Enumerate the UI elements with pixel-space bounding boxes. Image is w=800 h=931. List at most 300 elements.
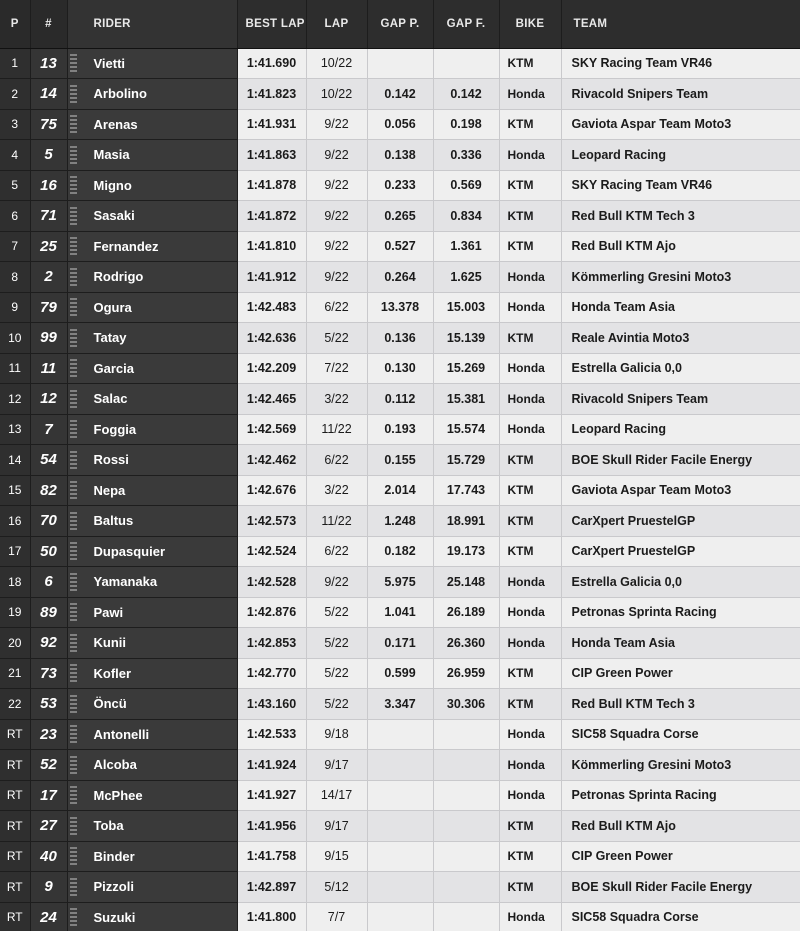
cell-gap-previous: 0.138 — [367, 140, 433, 171]
rider-name-label: Vietti — [93, 55, 126, 71]
cell-best-lap: 1:42.770 — [237, 658, 306, 689]
cell-gap-previous: 0.193 — [367, 414, 433, 445]
table-row[interactable] — [0, 231, 800, 262]
cell-gap-first — [433, 841, 499, 872]
cell-lap: 5/22 — [306, 689, 367, 720]
cell-gap-previous: 1.041 — [367, 597, 433, 628]
column-header-lap[interactable]: LAP — [306, 0, 367, 48]
cell-best-lap: 1:42.483 — [237, 292, 306, 323]
cell-number: 25 — [30, 231, 67, 262]
cell-gap-first: 25.148 — [433, 567, 499, 598]
cell-position: RT — [0, 780, 30, 811]
cell-lap: 9/22 — [306, 170, 367, 201]
cell-best-lap: 1:42.209 — [237, 353, 306, 384]
table-row[interactable] — [0, 780, 800, 811]
cell-bike: Honda — [499, 140, 561, 171]
cell-gap-previous: 0.112 — [367, 384, 433, 415]
cell-gap-first: 15.574 — [433, 414, 499, 445]
cell-number: 99 — [30, 323, 67, 354]
cell-position: 5 — [0, 170, 30, 201]
cell-best-lap: 1:41.863 — [237, 140, 306, 171]
table-row[interactable] — [0, 414, 800, 445]
cell-bike: KTM — [499, 872, 561, 903]
rider-name-label: Nepa — [93, 482, 126, 498]
drag-handle-icon[interactable] — [70, 664, 77, 682]
cell-best-lap: 1:42.876 — [237, 597, 306, 628]
cell-team: Red Bull KTM Tech 3 — [561, 201, 800, 232]
cell-position: RT — [0, 719, 30, 750]
cell-team: Red Bull KTM Tech 3 — [561, 689, 800, 720]
table-row[interactable] — [0, 170, 800, 201]
table-row[interactable] — [0, 262, 800, 293]
cell-bike: KTM — [499, 201, 561, 232]
cell-position: 20 — [0, 628, 30, 659]
cell-team: Gaviota Aspar Team Moto3 — [561, 475, 800, 506]
cell-number: 73 — [30, 658, 67, 689]
cell-number: 13 — [30, 48, 67, 79]
cell-best-lap: 1:42.569 — [237, 414, 306, 445]
cell-position: 22 — [0, 689, 30, 720]
cell-number: 92 — [30, 628, 67, 659]
table-row[interactable] — [0, 475, 800, 506]
table-row[interactable] — [0, 506, 800, 537]
cell-rider — [67, 872, 237, 903]
drag-handle-icon[interactable] — [70, 268, 77, 286]
cell-team: SIC58 Squadra Corse — [561, 902, 800, 931]
cell-gap-previous: 3.347 — [367, 689, 433, 720]
cell-team: SKY Racing Team VR46 — [561, 170, 800, 201]
cell-number: 12 — [30, 384, 67, 415]
cell-best-lap: 1:41.823 — [237, 79, 306, 110]
column-header-best-lap[interactable]: BEST LAP — [237, 0, 306, 48]
cell-position: 13 — [0, 414, 30, 445]
cell-number: 9 — [30, 872, 67, 903]
table-row[interactable] — [0, 567, 800, 598]
cell-gap-previous — [367, 750, 433, 781]
column-header-rider[interactable]: RIDER — [67, 0, 237, 48]
table-row[interactable] — [0, 628, 800, 659]
cell-gap-first: 15.269 — [433, 353, 499, 384]
cell-gap-first: 15.381 — [433, 384, 499, 415]
cell-best-lap: 1:41.912 — [237, 262, 306, 293]
cell-best-lap: 1:41.872 — [237, 201, 306, 232]
rider-name-label: Sasaki — [93, 208, 135, 224]
cell-best-lap: 1:41.878 — [237, 170, 306, 201]
cell-rider — [67, 780, 237, 811]
cell-bike: KTM — [499, 48, 561, 79]
rider-name-label: McPhee — [93, 787, 143, 803]
rider-name-label: Migno — [93, 177, 132, 193]
cell-rider — [67, 475, 237, 506]
rider-name-label: Baltus — [93, 513, 134, 529]
cell-team: CarXpert PruestelGP — [561, 506, 800, 537]
table-row[interactable] — [0, 109, 800, 140]
drag-handle-icon[interactable] — [70, 420, 77, 438]
table-body — [0, 48, 800, 931]
cell-gap-previous — [367, 841, 433, 872]
cell-number: 2 — [30, 262, 67, 293]
cell-bike: Honda — [499, 628, 561, 659]
cell-number: 23 — [30, 719, 67, 750]
cell-number: 75 — [30, 109, 67, 140]
cell-position: 11 — [0, 353, 30, 384]
cell-bike: KTM — [499, 109, 561, 140]
cell-team: Estrella Galicia 0,0 — [561, 353, 800, 384]
cell-position: 19 — [0, 597, 30, 628]
cell-team: Estrella Galicia 0,0 — [561, 567, 800, 598]
cell-rider — [67, 262, 237, 293]
cell-lap: 9/22 — [306, 231, 367, 262]
cell-position: RT — [0, 841, 30, 872]
cell-bike: KTM — [499, 658, 561, 689]
cell-rider — [67, 384, 237, 415]
cell-number: 70 — [30, 506, 67, 537]
cell-position: RT — [0, 902, 30, 931]
cell-rider — [67, 536, 237, 567]
cell-rider — [67, 506, 237, 537]
cell-position: 2 — [0, 79, 30, 110]
cell-gap-first: 15.729 — [433, 445, 499, 476]
rider-name-label: Ogura — [93, 299, 132, 315]
cell-position: 10 — [0, 323, 30, 354]
cell-rider — [67, 445, 237, 476]
cell-bike: Honda — [499, 902, 561, 931]
table-row[interactable] — [0, 719, 800, 750]
cell-rider — [67, 841, 237, 872]
column-header-gap-first[interactable] — [433, 0, 499, 48]
cell-lap: 6/22 — [306, 536, 367, 567]
cell-team: BOE Skull Rider Facile Energy — [561, 445, 800, 476]
table-row[interactable] — [0, 445, 800, 476]
cell-lap: 14/17 — [306, 780, 367, 811]
cell-lap: 3/22 — [306, 475, 367, 506]
cell-team: Honda Team Asia — [561, 628, 800, 659]
cell-gap-first: 26.360 — [433, 628, 499, 659]
cell-position: 18 — [0, 567, 30, 598]
cell-rider — [67, 48, 237, 79]
cell-lap: 10/22 — [306, 79, 367, 110]
drag-handle-icon[interactable] — [70, 451, 77, 469]
cell-lap: 9/22 — [306, 201, 367, 232]
cell-rider — [67, 597, 237, 628]
cell-bike: Honda — [499, 750, 561, 781]
column-header-gap-previous[interactable]: GAP P. — [367, 0, 433, 48]
cell-lap: 5/22 — [306, 658, 367, 689]
cell-gap-first — [433, 872, 499, 903]
cell-lap: 9/18 — [306, 719, 367, 750]
drag-handle-icon[interactable] — [70, 298, 77, 316]
table-row[interactable] — [0, 536, 800, 567]
cell-gap-previous — [367, 902, 433, 931]
table-row[interactable] — [0, 841, 800, 872]
table-row[interactable] — [0, 140, 800, 171]
rider-name-label: Antonelli — [93, 726, 150, 742]
cell-team: CIP Green Power — [561, 841, 800, 872]
cell-number: 82 — [30, 475, 67, 506]
drag-handle-icon[interactable] — [70, 237, 77, 255]
cell-lap: 7/22 — [306, 353, 367, 384]
rider-name-label: Tatay — [93, 330, 127, 346]
rider-name-label: Öncü — [93, 696, 127, 712]
column-header-gap-first-label: GAP F. — [446, 17, 486, 30]
cell-lap: 11/22 — [306, 506, 367, 537]
cell-gap-previous — [367, 780, 433, 811]
drag-handle-icon[interactable] — [70, 725, 77, 743]
cell-number: 7 — [30, 414, 67, 445]
cell-best-lap: 1:41.800 — [237, 902, 306, 931]
cell-bike: KTM — [499, 445, 561, 476]
column-header-position[interactable]: P — [0, 0, 30, 48]
cell-best-lap: 1:41.927 — [237, 780, 306, 811]
cell-gap-first: 1.361 — [433, 231, 499, 262]
cell-number: 11 — [30, 353, 67, 384]
drag-handle-icon[interactable] — [70, 908, 77, 926]
cell-best-lap: 1:42.573 — [237, 506, 306, 537]
cell-team: BOE Skull Rider Facile Energy — [561, 872, 800, 903]
rider-name-label: Suzuki — [93, 909, 136, 925]
drag-handle-icon[interactable] — [70, 329, 77, 347]
cell-rider — [67, 353, 237, 384]
cell-best-lap: 1:41.924 — [237, 750, 306, 781]
cell-number: 5 — [30, 140, 67, 171]
cell-gap-first — [433, 719, 499, 750]
cell-gap-first — [433, 750, 499, 781]
cell-bike: KTM — [499, 170, 561, 201]
cell-position: 8 — [0, 262, 30, 293]
column-header-team[interactable]: TEAM — [561, 0, 800, 48]
table-row[interactable] — [0, 79, 800, 110]
cell-best-lap: 1:41.956 — [237, 811, 306, 842]
drag-handle-icon[interactable] — [70, 359, 77, 377]
drag-handle-icon[interactable] — [70, 878, 77, 896]
cell-position: 4 — [0, 140, 30, 171]
cell-best-lap: 1:42.524 — [237, 536, 306, 567]
cell-best-lap: 1:42.853 — [237, 628, 306, 659]
cell-position: 21 — [0, 658, 30, 689]
table-row[interactable] — [0, 811, 800, 842]
column-header-number[interactable]: # — [30, 0, 67, 48]
cell-gap-previous — [367, 811, 433, 842]
drag-handle-icon[interactable] — [70, 146, 77, 164]
cell-best-lap: 1:41.931 — [237, 109, 306, 140]
rider-name-label: Arbolino — [93, 86, 147, 102]
cell-gap-previous: 0.265 — [367, 201, 433, 232]
table-row[interactable] — [0, 597, 800, 628]
cell-bike: KTM — [499, 475, 561, 506]
cell-rider — [67, 750, 237, 781]
table-row[interactable] — [0, 201, 800, 232]
cell-bike: Honda — [499, 597, 561, 628]
cell-team: Kömmerling Gresini Moto3 — [561, 750, 800, 781]
cell-gap-first: 18.991 — [433, 506, 499, 537]
cell-gap-previous: 1.248 — [367, 506, 433, 537]
drag-handle-icon[interactable] — [70, 481, 77, 499]
cell-position: 16 — [0, 506, 30, 537]
cell-lap: 9/22 — [306, 140, 367, 171]
cell-number: 24 — [30, 902, 67, 931]
cell-team: Honda Team Asia — [561, 292, 800, 323]
cell-rider — [67, 170, 237, 201]
cell-rider — [67, 292, 237, 323]
rider-name-label: Arenas — [93, 116, 138, 132]
cell-bike: Honda — [499, 353, 561, 384]
cell-gap-first: 0.336 — [433, 140, 499, 171]
cell-number: 40 — [30, 841, 67, 872]
cell-best-lap: 1:43.160 — [237, 689, 306, 720]
cell-bike: KTM — [499, 536, 561, 567]
cell-gap-previous: 0.264 — [367, 262, 433, 293]
cell-team: SIC58 Squadra Corse — [561, 719, 800, 750]
cell-lap: 5/12 — [306, 872, 367, 903]
cell-position: RT — [0, 750, 30, 781]
drag-handle-icon[interactable] — [70, 390, 77, 408]
cell-gap-first: 26.959 — [433, 658, 499, 689]
cell-rider — [67, 811, 237, 842]
cell-best-lap: 1:42.462 — [237, 445, 306, 476]
cell-gap-previous: 0.056 — [367, 109, 433, 140]
cell-number: 6 — [30, 567, 67, 598]
table-row[interactable] — [0, 353, 800, 384]
cell-lap: 5/22 — [306, 628, 367, 659]
table-row[interactable] — [0, 750, 800, 781]
cell-lap: 9/17 — [306, 750, 367, 781]
table-row[interactable] — [0, 384, 800, 415]
drag-handle-icon[interactable] — [70, 85, 77, 103]
rider-name-label: Kofler — [93, 665, 132, 681]
cell-number: 89 — [30, 597, 67, 628]
cell-gap-previous: 5.975 — [367, 567, 433, 598]
drag-handle-icon[interactable] — [70, 542, 77, 560]
cell-rider — [67, 719, 237, 750]
rider-name-label: Pawi — [93, 604, 124, 620]
rider-name-label: Rossi — [93, 452, 129, 468]
cell-number: 79 — [30, 292, 67, 323]
cell-team: Rivacold Snipers Team — [561, 79, 800, 110]
cell-gap-previous: 0.233 — [367, 170, 433, 201]
cell-gap-first: 15.139 — [433, 323, 499, 354]
cell-team: CIP Green Power — [561, 658, 800, 689]
cell-number: 71 — [30, 201, 67, 232]
cell-gap-first: 0.142 — [433, 79, 499, 110]
cell-gap-previous: 0.599 — [367, 658, 433, 689]
cell-number: 14 — [30, 79, 67, 110]
cell-best-lap: 1:42.897 — [237, 872, 306, 903]
table-row[interactable] — [0, 902, 800, 931]
cell-position: 14 — [0, 445, 30, 476]
rider-name-label: Dupasquier — [93, 543, 166, 559]
cell-rider — [67, 414, 237, 445]
cell-best-lap: 1:42.528 — [237, 567, 306, 598]
cell-team: Reale Avintia Moto3 — [561, 323, 800, 354]
cell-gap-first: 1.625 — [433, 262, 499, 293]
header-row — [0, 0, 800, 48]
cell-position: 1 — [0, 48, 30, 79]
drag-handle-icon[interactable] — [70, 634, 77, 652]
drag-handle-icon[interactable] — [70, 817, 77, 835]
cell-rider — [67, 628, 237, 659]
drag-handle-icon[interactable] — [70, 603, 77, 621]
cell-gap-previous: 0.171 — [367, 628, 433, 659]
cell-lap: 5/22 — [306, 323, 367, 354]
cell-lap: 6/22 — [306, 292, 367, 323]
rider-name-label: Masia — [93, 147, 130, 163]
cell-position: RT — [0, 811, 30, 842]
rider-name-label: Salac — [93, 391, 128, 407]
rider-name-label: Binder — [93, 848, 135, 864]
table-row[interactable] — [0, 292, 800, 323]
cell-rider — [67, 201, 237, 232]
cell-best-lap: 1:42.676 — [237, 475, 306, 506]
cell-rider — [67, 689, 237, 720]
table-row[interactable] — [0, 872, 800, 903]
cell-number: 50 — [30, 536, 67, 567]
cell-team: Kömmerling Gresini Moto3 — [561, 262, 800, 293]
cell-gap-previous: 0.142 — [367, 79, 433, 110]
cell-gap-previous — [367, 872, 433, 903]
cell-rider — [67, 567, 237, 598]
drag-handle-icon[interactable] — [70, 176, 77, 194]
cell-number: 52 — [30, 750, 67, 781]
cell-bike: KTM — [499, 841, 561, 872]
cell-gap-previous: 0.527 — [367, 231, 433, 262]
column-header-bike[interactable]: BIKE — [499, 0, 561, 48]
rider-name-label: Toba — [93, 818, 124, 834]
drag-handle-icon[interactable] — [70, 207, 77, 225]
cell-team: Leopard Racing — [561, 140, 800, 171]
cell-bike: Honda — [499, 719, 561, 750]
cell-rider — [67, 902, 237, 931]
drag-handle-icon[interactable] — [70, 115, 77, 133]
cell-team: CarXpert PruestelGP — [561, 536, 800, 567]
cell-gap-previous: 13.378 — [367, 292, 433, 323]
cell-gap-previous — [367, 48, 433, 79]
drag-handle-icon[interactable] — [70, 512, 77, 530]
cell-number: 16 — [30, 170, 67, 201]
table-row[interactable] — [0, 689, 800, 720]
table-row[interactable] — [0, 323, 800, 354]
cell-gap-previous: 0.130 — [367, 353, 433, 384]
cell-gap-first: 30.306 — [433, 689, 499, 720]
cell-number: 53 — [30, 689, 67, 720]
rider-name-label: Pizzoli — [93, 879, 134, 895]
cell-lap: 9/17 — [306, 811, 367, 842]
cell-best-lap: 1:41.810 — [237, 231, 306, 262]
drag-handle-icon[interactable] — [70, 756, 77, 774]
table-row[interactable] — [0, 658, 800, 689]
cell-bike: Honda — [499, 567, 561, 598]
cell-gap-previous: 2.014 — [367, 475, 433, 506]
drag-handle-icon[interactable] — [70, 54, 77, 72]
table-row[interactable] — [0, 48, 800, 79]
drag-handle-icon[interactable] — [70, 847, 77, 865]
cell-team: SKY Racing Team VR46 — [561, 48, 800, 79]
cell-rider — [67, 658, 237, 689]
cell-lap: 11/22 — [306, 414, 367, 445]
cell-gap-first: 0.198 — [433, 109, 499, 140]
cell-lap: 9/15 — [306, 841, 367, 872]
cell-rider — [67, 109, 237, 140]
cell-bike: KTM — [499, 506, 561, 537]
cell-team: Petronas Sprinta Racing — [561, 597, 800, 628]
cell-bike: Honda — [499, 79, 561, 110]
drag-handle-icon[interactable] — [70, 573, 77, 591]
cell-best-lap: 1:42.636 — [237, 323, 306, 354]
drag-handle-icon[interactable] — [70, 695, 77, 713]
cell-bike: KTM — [499, 811, 561, 842]
drag-handle-icon[interactable] — [70, 786, 77, 804]
rider-name-label: Alcoba — [93, 757, 137, 773]
cell-bike: KTM — [499, 231, 561, 262]
